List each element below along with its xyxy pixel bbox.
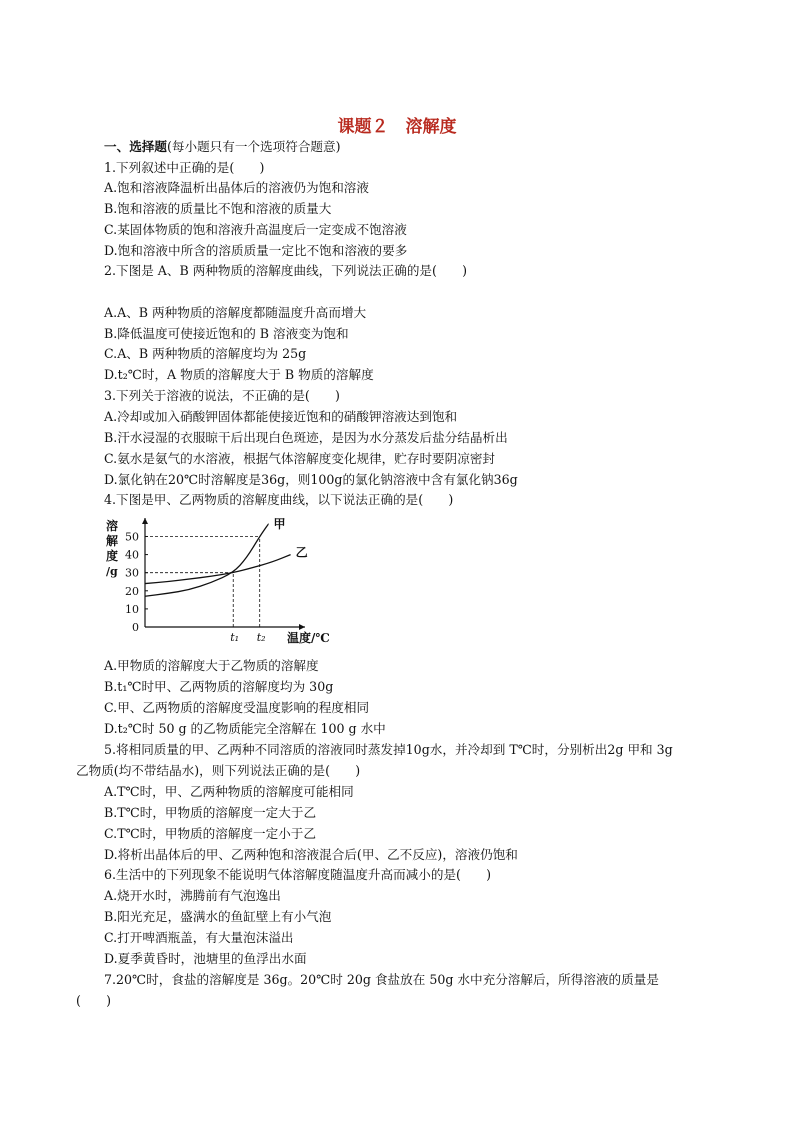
section-heading <box>104 139 341 155</box>
q6-option-d: D.夏季黄昏时，池塘里的鱼浮出水面 <box>104 951 307 966</box>
y-axis-label-char: 解 <box>106 534 119 548</box>
q3-stem: 3.下列关于溶液的说法，不正确的是( ) <box>104 388 340 403</box>
series-label-1: 甲 <box>273 516 286 531</box>
y-axis-label-char: 溶 <box>106 519 119 533</box>
q6-stem: 6.生活中的下列现象不能说明气体溶解度随温度升高而减小的是( ) <box>104 867 492 882</box>
q7-stem: 7.20℃时，食盐的溶解度是 36g。20℃时 20g 食盐放在 50g 水中充分溶解后，所得溶液的质量是 <box>104 972 659 987</box>
q5-stem-continued: 乙物质(均不带结晶水)，则下列说法正确的是( ) <box>76 763 361 778</box>
q4-option-d: D.t₂℃时 50 g 的乙物质能完全溶解在 100 g 水中 <box>104 721 386 736</box>
y-axis-arrow <box>142 518 148 524</box>
q3-option-a: A.冷却或加入硝酸钾固体都能使接近饱和的硝酸钾溶液达到饱和 <box>104 409 458 424</box>
section-note: (每小题只有一个选项符合题意) <box>166 139 341 154</box>
y-tick-label: 0 <box>132 621 139 634</box>
q4-option-b: B.t₁℃时甲、乙两物质的溶解度均为 30g <box>104 679 334 694</box>
q5-option-c: C.T℃时，甲物质的溶解度一定小于乙 <box>104 826 316 841</box>
q6-option-b: B.阳光充足，盛满水的鱼缸壁上有小气泡 <box>104 909 332 924</box>
q5-option-b: B.T℃时，甲物质的溶解度一定大于乙 <box>104 805 317 820</box>
y-axis-label-unit: /g <box>106 565 118 578</box>
q2-option-d: D.t₂℃时，A 物质的溶解度大于 B 物质的溶解度 <box>104 367 374 382</box>
q1-option-b: B.饱和溶液的质量比不饱和溶液的质量大 <box>104 201 332 216</box>
q1-stem: 1.下列叙述中正确的是( ) <box>104 160 265 175</box>
q4-option-c: C.甲、乙两物质的溶解度受温度影响的程度相同 <box>104 700 370 715</box>
q4-option-a: A.甲物质的溶解度大于乙物质的溶解度 <box>104 658 319 673</box>
q6-option-c: C.打开啤酒瓶盖，有大量泡沫溢出 <box>104 930 294 945</box>
x-tick-label: t₁ <box>230 631 240 644</box>
q4-stem: 4.下图是甲、乙两物质的溶解度曲线，以下说法正确的是( ) <box>104 492 454 507</box>
y-tick-label: 40 <box>125 548 139 562</box>
q3-option-c: C.氨水是氨气的水溶液，根据气体溶解度变化规律，贮存时要阴凉密封 <box>104 451 496 466</box>
y-tick-label: 10 <box>125 602 139 616</box>
y-axis-label-char: 度 <box>106 549 119 563</box>
y-tick-label: 50 <box>125 530 139 544</box>
section-label: 一、选择题 <box>104 139 167 154</box>
series-line-1 <box>145 524 269 596</box>
q2-option-b: B.降低温度可使接近饱和的 B 溶液变为饱和 <box>104 326 349 341</box>
q3-option-d: D.氯化钠在20℃时溶解度是36g，则100g的氯化钠溶液中含有氯化钠36g <box>104 472 518 487</box>
q1-option-a: A.饱和溶液降温析出晶体后的溶液仍为饱和溶液 <box>104 180 369 195</box>
page-title: 课题２ 溶解度 <box>337 117 457 137</box>
solubility-chart <box>100 514 330 658</box>
q3-option-b: B.汗水浸湿的衣服晾干后出现白色斑迹，是因为水分蒸发后盐分结晶析出 <box>104 430 508 445</box>
q2-option-c: C.A、B 两种物质的溶解度均为 25g <box>104 346 307 361</box>
y-tick-label: 20 <box>125 584 139 598</box>
x-tick-label: t₂ <box>256 631 266 644</box>
q2-option-a: A.A、B 两种物质的溶解度都随温度升高而增大 <box>104 305 367 320</box>
x-axis-arrow <box>299 624 305 630</box>
q5-stem: 5.将相同质量的甲、乙两种不同溶质的溶液同时蒸发掉10g水，并冷却到 T℃时，分别析出2g 甲和 3g <box>104 742 673 757</box>
q1-option-c: C.某固体物质的饱和溶液升高温度后一定变成不饱溶液 <box>104 222 407 237</box>
q1-option-d: D.饱和溶液中所含的溶质质量一定比不饱和溶液的要多 <box>104 243 408 258</box>
x-axis-label: 温度/℃ <box>287 631 330 645</box>
q2-stem: 2.下图是 A、B 两种物质的溶解度曲线，下列说法正确的是( ) <box>104 263 468 278</box>
q5-option-d: D.将析出晶体后的甲、乙两种饱和溶液混合后(甲、乙不反应)，溶液仍饱和 <box>104 847 518 862</box>
y-tick-label: 30 <box>125 566 139 580</box>
q7-stem-continued: ( ) <box>76 993 112 1008</box>
series-label-2: 乙 <box>295 545 308 560</box>
q6-option-a: A.烧开水时，沸腾前有气泡逸出 <box>104 888 281 903</box>
q5-option-a: A.T℃时，甲、乙两种物质的溶解度可能相同 <box>104 784 354 799</box>
